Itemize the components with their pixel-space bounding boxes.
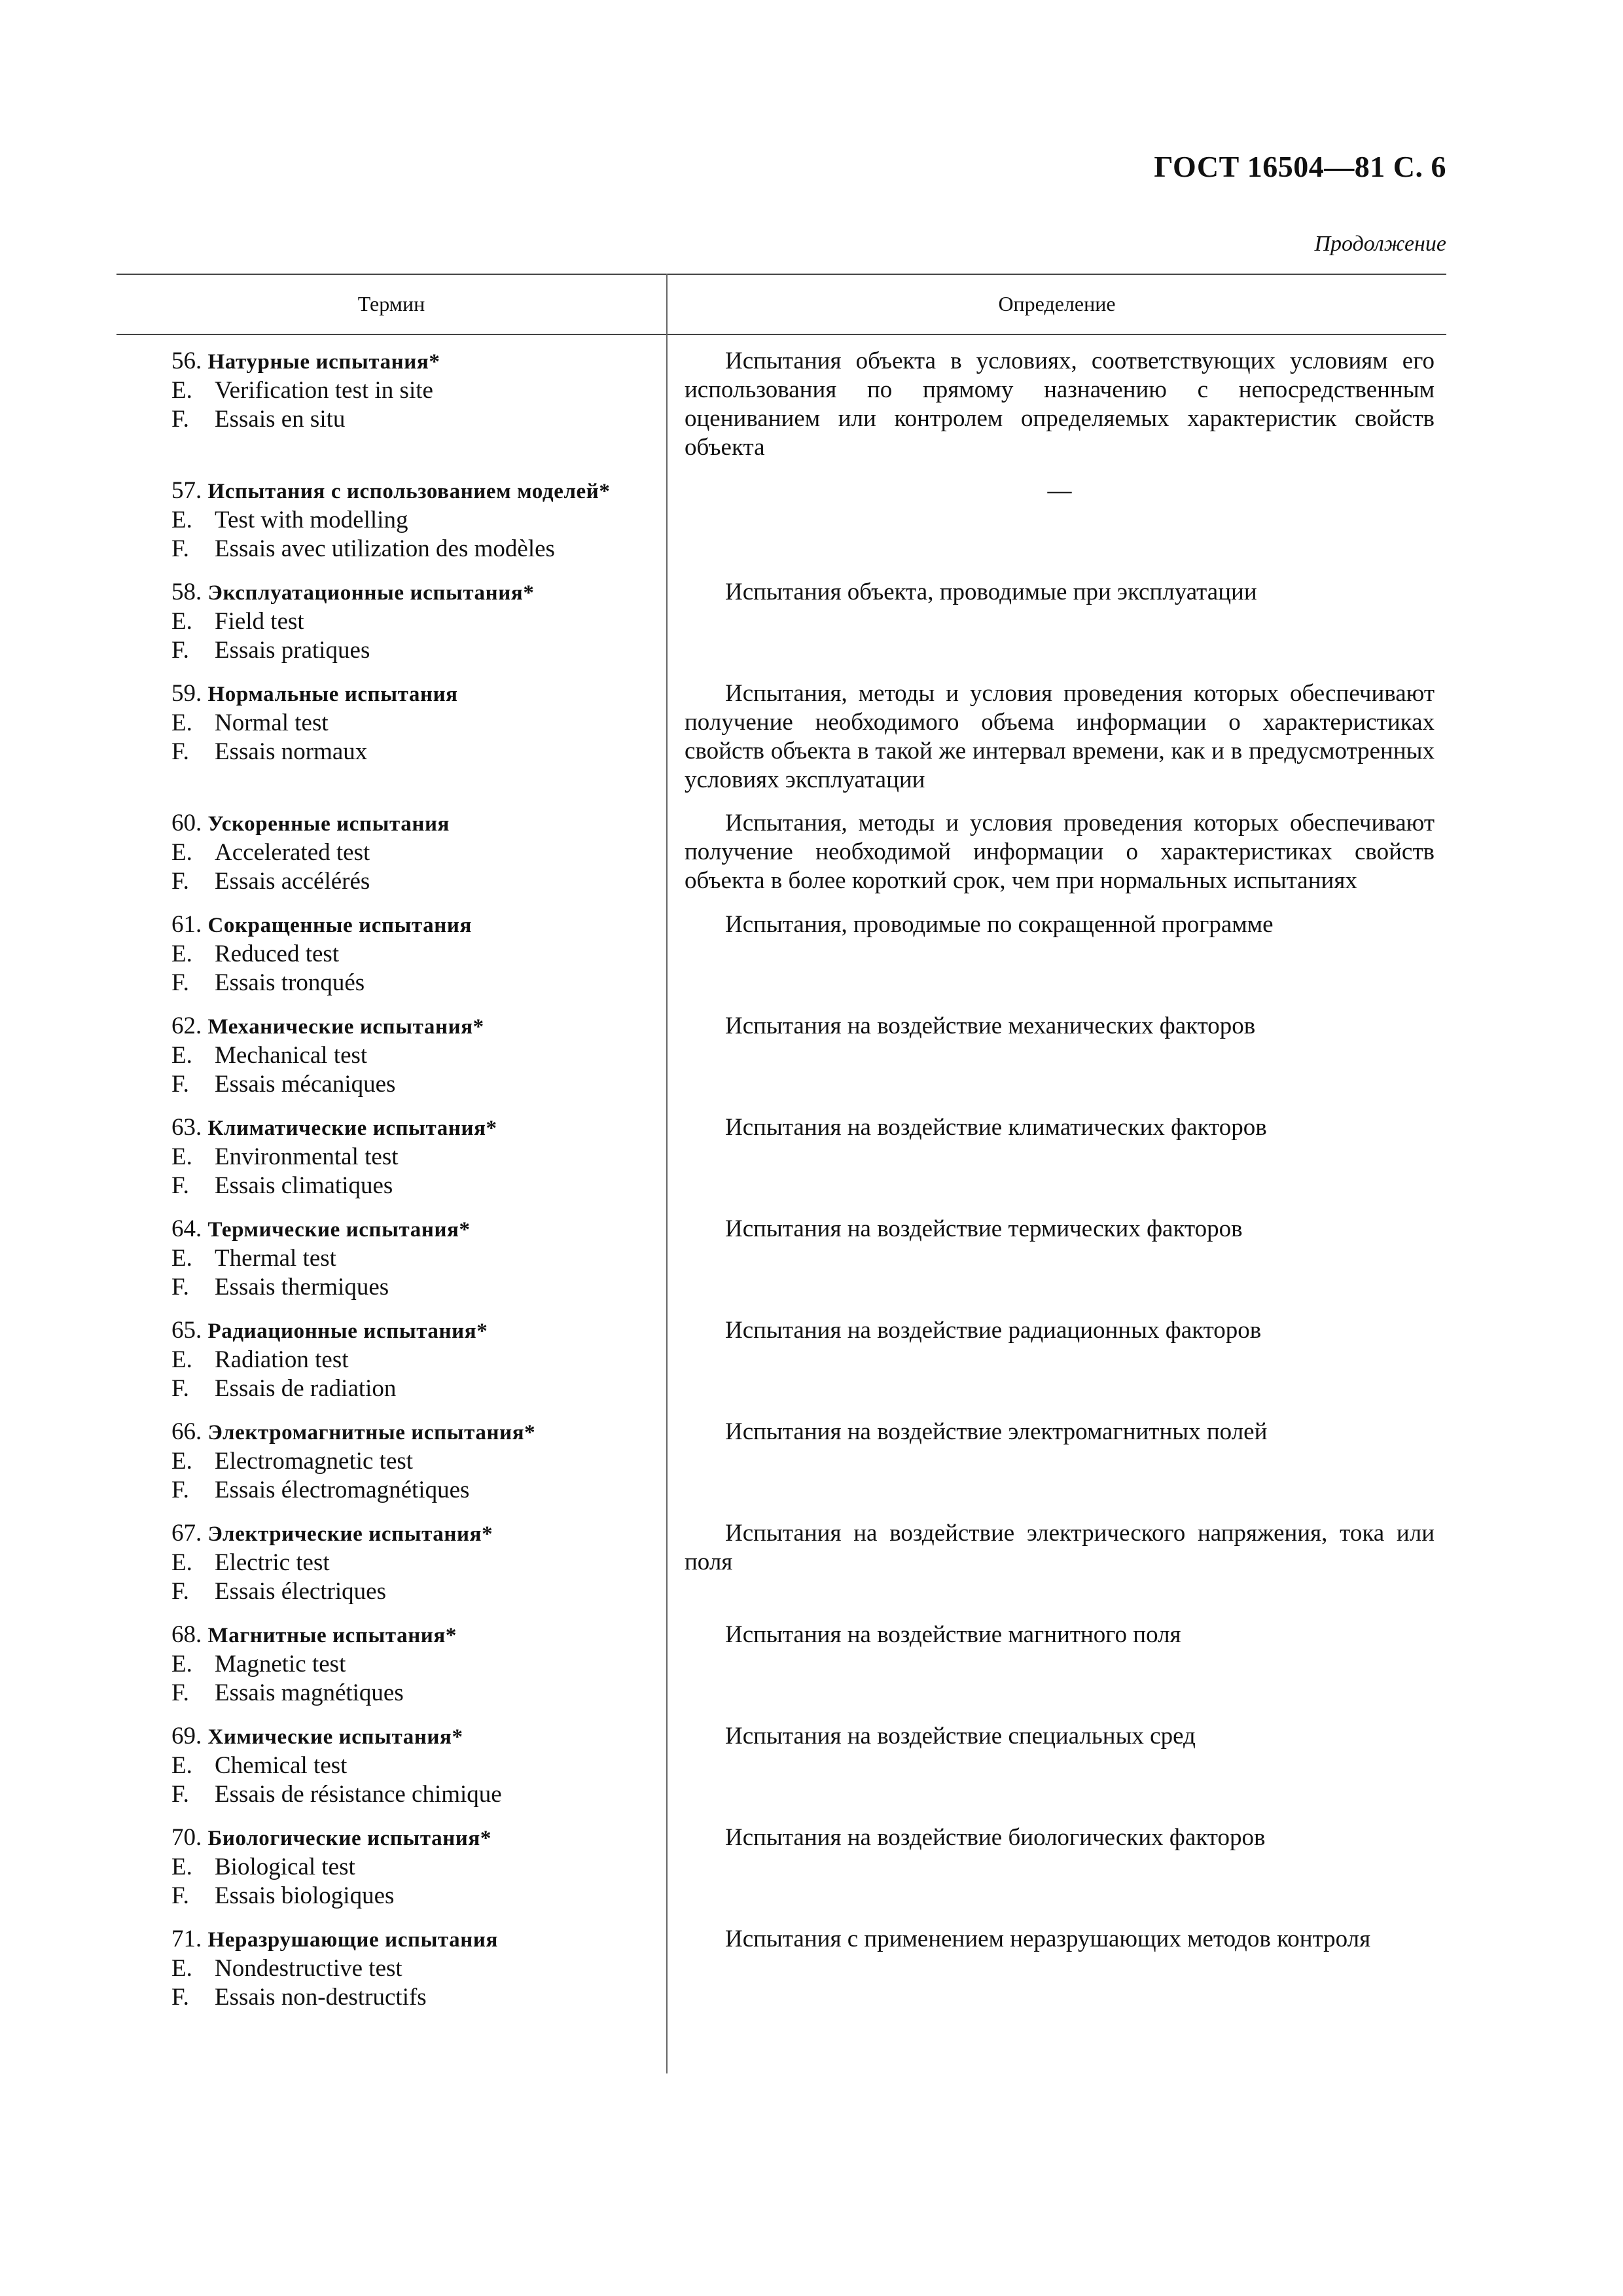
lang-code-english: E. [171,1752,192,1779]
term-english-line [116,607,645,636]
term-heading [116,809,645,838]
lang-code-french: F. [171,1172,189,1199]
term-english: Nondestructive test [215,1955,402,1982]
table-header-rule [116,334,1446,335]
term-english-line [116,1143,645,1172]
term-heading [116,1012,645,1041]
term-heading [116,1925,645,1954]
definition-cell: Испытания объекта, проводимые при эксплуатации [725,579,1257,605]
term-number: 62. [171,1013,202,1039]
term-french-line [116,1476,645,1505]
term-french: Essais tronqués [215,969,365,996]
term-cell [116,1823,665,1910]
term-number: 64. [171,1215,202,1242]
term-cell [116,1418,665,1505]
term-russian: Магнитные испытания* [207,1624,457,1647]
term-russian: Электрические испытания* [207,1522,493,1546]
term-russian: Ускоренные испытания [207,812,450,836]
table-row [116,578,1446,665]
lang-code-french: F. [171,1679,189,1706]
term-cell [116,910,665,997]
page-title: ГОСТ 16504—81 С. 6 [1154,150,1446,183]
term-french: Essais mécaniques [215,1071,396,1098]
term-russian: Неразрушающие испытания [207,1928,498,1952]
term-english-line [116,1346,645,1374]
term-russian: Термические испытания* [207,1218,471,1242]
term-heading [116,476,645,506]
term-english: Radiation test [215,1346,349,1373]
term-cell [116,578,665,665]
table-row [116,1215,1446,1302]
definition-cell: Испытания, методы и условия проведения которых обеспечивают получение необходимого объема информации о характеристиках свойств объекта в такой же интервал времени, как и в предусмотренных условиях эксплуатации [685,680,1435,793]
term-number: 66. [171,1418,202,1445]
lang-code-english: E. [171,1854,192,1880]
lang-code-english: E. [171,839,192,866]
term-english-line [116,1447,645,1476]
term-russian: Биологические испытания* [207,1827,491,1850]
term-cell [116,476,665,564]
term-french: Essais thermiques [215,1274,389,1300]
term-english: Electromagnetic test [215,1448,414,1475]
table-row [116,1823,1446,1910]
table-top-rule [116,274,1446,275]
table-row [116,1113,1446,1200]
term-english: Test with modelling [215,507,408,533]
lang-code-english: E. [171,1955,192,1982]
term-heading [116,1621,645,1650]
term-english: Biological test [215,1854,355,1880]
lang-code-english: E. [171,377,192,404]
term-english-line [116,1650,645,1679]
term-english: Accelerated test [215,839,370,866]
term-french: Essais normaux [215,738,368,765]
term-english-line [116,1041,645,1070]
term-cell [116,1012,665,1099]
column-header-definition: Определение [998,292,1116,315]
term-french-line [116,1070,645,1099]
term-english-line [116,376,645,405]
term-heading [116,1722,645,1751]
continuation-label: Продолжение [1314,232,1446,256]
definition-cell: Испытания, методы и условия проведения которых обеспечивают получение необходимой информации о характеристиках свойств объекта в более короткий срок, чем при нормальных испытаниях [685,810,1435,894]
term-heading [116,1418,645,1447]
table-row [116,347,1446,462]
term-english-line [116,1549,645,1577]
term-english: Electric test [215,1549,330,1576]
term-french: Essais non-destructifs [215,1984,427,2011]
term-cell [116,679,665,795]
definition-cell: Испытания, проводимые по сокращенной программе [725,911,1274,938]
lang-code-french: F. [171,1984,189,2011]
lang-code-french: F. [171,535,189,562]
lang-code-french: F. [171,1071,189,1098]
table-row [116,1925,1446,2012]
term-french: Essais biologiques [215,1882,395,1909]
term-heading [116,910,645,940]
term-english: Environmental test [215,1143,399,1170]
lang-code-french: F. [171,969,189,996]
term-number: 67. [171,1520,202,1547]
term-french-line [116,1374,645,1403]
term-french-line [116,405,645,434]
lang-code-english: E. [171,507,192,533]
term-number: 69. [171,1723,202,1749]
term-russian: Механические испытания* [207,1015,484,1039]
term-english-line [116,1751,645,1780]
term-english: Reduced test [215,941,340,967]
term-russian: Химические испытания* [207,1725,463,1749]
lang-code-french: F. [171,1882,189,1909]
term-french-line [116,1577,645,1606]
lang-code-french: F. [171,406,189,433]
term-french: Essais magnétiques [215,1679,404,1706]
term-cell [116,347,665,462]
term-russian: Испытания с использованием моделей* [207,480,611,503]
term-french-line [116,1273,645,1302]
term-english-line [116,1244,645,1273]
definition-cell: Испытания объекта в условиях, соответствующих условиям его использования по прямому назначению с непосредственным оцениванием или контролем определяемых характеристик свойств объекта [685,348,1435,461]
term-heading [116,578,645,607]
lang-code-english: E. [171,608,192,635]
term-cell [116,1621,665,1708]
definition-cell: Испытания на воздействие климатических факторов [725,1114,1267,1141]
term-cell [116,1722,665,1809]
lang-code-french: F. [171,637,189,664]
term-number: 65. [171,1317,202,1344]
table-row [116,1418,1446,1505]
term-heading [116,1215,645,1244]
term-cell [116,1316,665,1403]
term-heading [116,1519,645,1549]
lang-code-english: E. [171,1143,192,1170]
term-english-line [116,1954,645,1983]
term-heading [116,1823,645,1853]
term-french: Essais électriques [215,1578,386,1605]
term-french: Essais de radiation [215,1375,397,1402]
term-french-line [116,535,645,564]
table-row [116,1012,1446,1099]
lang-code-english: E. [171,1245,192,1272]
term-heading [116,1316,645,1346]
column-header-term: Термин [357,292,425,315]
term-cell [116,809,665,896]
term-russian: Радиационные испытания* [207,1319,488,1343]
lang-code-french: F. [171,868,189,895]
table-row [116,1621,1446,1708]
definition-cell: Испытания на воздействие магнитного поля [725,1621,1181,1648]
table-row [116,476,1446,564]
term-french: Essais accélérés [215,868,370,895]
term-french-line [116,1172,645,1200]
definition-cell: Испытания на воздействие механических факторов [725,1013,1256,1039]
term-number: 57. [171,477,202,504]
term-french: Essais avec utilization des modèles [215,535,555,562]
lang-code-english: E. [171,941,192,967]
term-english: Chemical test [215,1752,348,1779]
term-heading [116,1113,645,1143]
definition-cell: Испытания на воздействие специальных сред [725,1723,1196,1749]
term-french-line [116,636,645,665]
term-french-line [116,1983,645,2012]
term-number: 56. [171,348,202,374]
term-english-line [116,838,645,867]
term-english-line [116,506,645,535]
term-number: 70. [171,1824,202,1851]
definition-cell: — [1047,477,1072,504]
term-number: 68. [171,1621,202,1648]
term-french-line [116,969,645,997]
table-row [116,1722,1446,1809]
term-russian: Климатические испытания* [207,1117,497,1140]
term-french-line [116,867,645,896]
term-french-line [116,1882,645,1910]
table-row [116,1519,1446,1606]
lang-code-english: E. [171,1651,192,1677]
lang-code-english: E. [171,1549,192,1576]
term-english: Normal test [215,709,329,736]
term-russian: Эксплуатационные испытания* [207,581,535,605]
lang-code-french: F. [171,1578,189,1605]
definition-cell: Испытания на воздействие электрического напряжения, тока или поля [685,1520,1435,1575]
term-russian: Натурные испытания* [207,350,440,374]
term-english: Thermal test [215,1245,336,1272]
definition-cell: Испытания на воздействие термических факторов [725,1215,1243,1242]
term-english: Field test [215,608,304,635]
term-english: Mechanical test [215,1042,368,1069]
term-cell [116,1113,665,1200]
term-french: Essais climatiques [215,1172,393,1199]
term-english-line [116,940,645,969]
term-russian: Электромагнитные испытания* [207,1421,536,1444]
definition-cell: Испытания на воздействие электромагнитных полей [725,1418,1268,1445]
lang-code-english: E. [171,1346,192,1373]
term-russian: Сокращенные испытания [207,914,472,937]
term-english: Verification test in site [215,377,433,404]
table-row [116,809,1446,896]
term-number: 59. [171,680,202,707]
lang-code-french: F. [171,1477,189,1503]
term-cell [116,1925,665,2012]
term-cell [116,1215,665,1302]
term-french: Essais pratiques [215,637,370,664]
term-number: 61. [171,911,202,938]
definition-cell: Испытания на воздействие радиационных факторов [725,1317,1262,1344]
definition-cell: Испытания с применением неразрушающих методов контроля [725,1926,1371,1952]
term-heading [116,679,645,709]
lang-code-french: F. [171,1274,189,1300]
term-cell [116,1519,665,1606]
term-french: Essais de résistance chimique [215,1781,502,1808]
lang-code-english: E. [171,709,192,736]
term-number: 60. [171,810,202,836]
term-french: Essais en situ [215,406,346,433]
term-number: 63. [171,1114,202,1141]
table-body [116,347,1446,2026]
term-heading [116,347,645,376]
table-row [116,910,1446,997]
term-french: Essais électromagnétiques [215,1477,470,1503]
definition-cell: Испытания на воздействие биологических факторов [725,1824,1266,1851]
table-row [116,1316,1446,1403]
table-row [116,679,1446,795]
lang-code-french: F. [171,1375,189,1402]
lang-code-english: E. [171,1042,192,1069]
term-french-line [116,738,645,766]
lang-code-french: F. [171,1781,189,1808]
term-number: 71. [171,1926,202,1952]
term-english-line [116,1853,645,1882]
term-french-line [116,1679,645,1708]
term-number: 58. [171,579,202,605]
lang-code-english: E. [171,1448,192,1475]
term-english: Magnetic test [215,1651,346,1677]
term-russian: Нормальные испытания [207,683,458,706]
term-english-line [116,709,645,738]
lang-code-french: F. [171,738,189,765]
term-french-line [116,1780,645,1809]
